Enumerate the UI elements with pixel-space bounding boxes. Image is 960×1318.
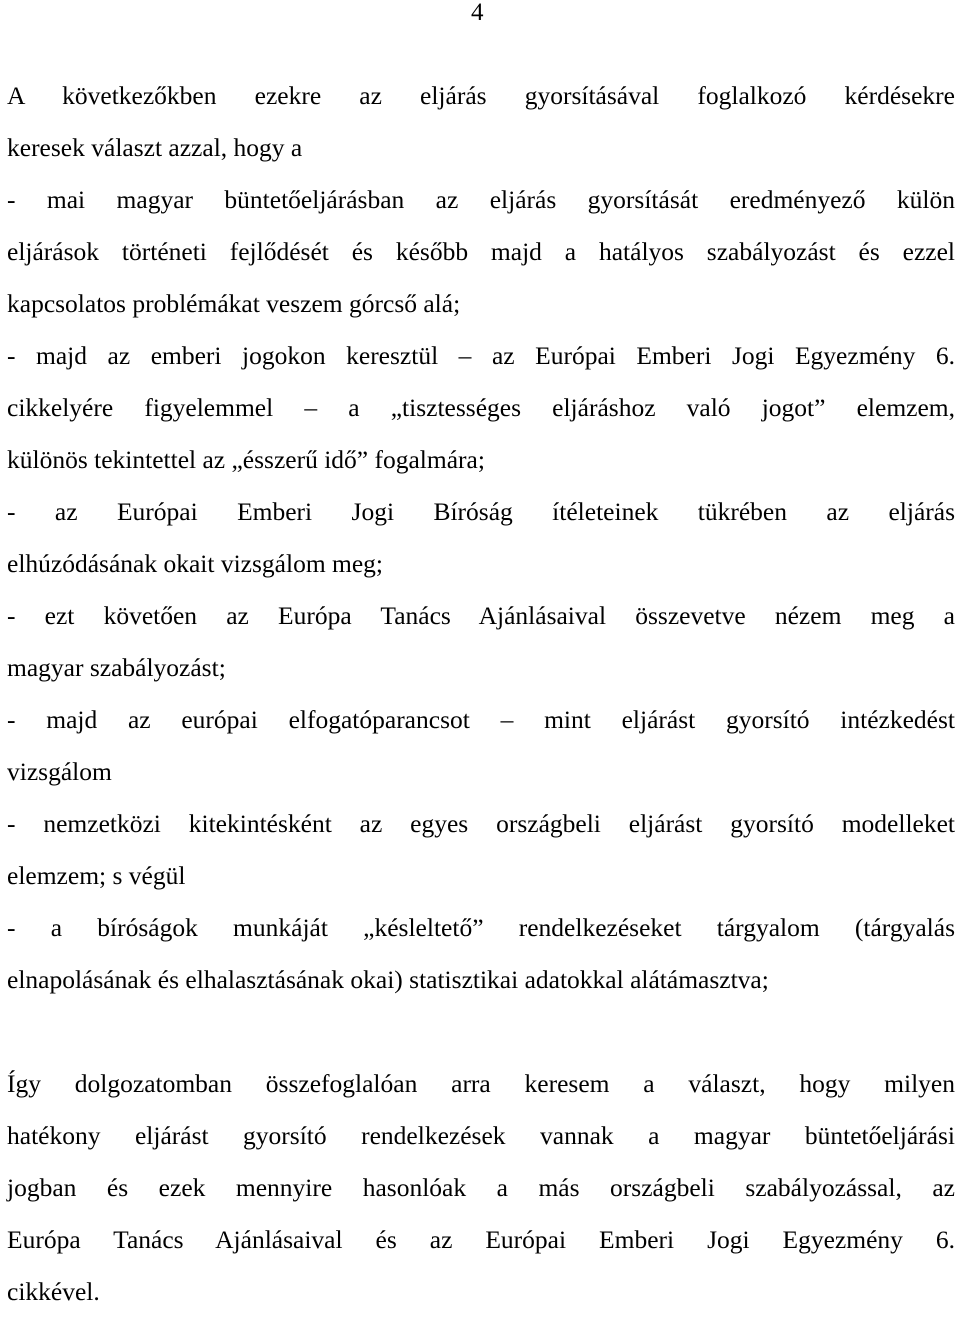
text-line: cikkelyére figyelemmel – a „tisztességes eljáráshoz való jogot” elemzem, <box>7 393 955 422</box>
text-line: vizsgálom <box>7 757 112 786</box>
text-line: Így dolgozatomban összefoglalóan arra keresem a választ, hogy milyen <box>7 1069 955 1098</box>
conclusion-paragraph <box>7 1058 955 1318</box>
text-line: - nemzetközi kitekintésként az egyes országbeli eljárást gyorsító modelleket <box>7 809 955 838</box>
text-line: különös tekintettel az „ésszerű idő” fogalmára; <box>7 445 485 474</box>
list-item <box>7 590 955 694</box>
text-line: A következőkben ezekre az eljárás gyorsításával foglalkozó kérdésekre <box>7 81 955 110</box>
text-line: elnapolásának és elhalasztásának okai) statisztikai adatokkal alátámasztva; <box>7 965 769 994</box>
text-line: hatékony eljárást gyorsító rendelkezések vannak a magyar büntetőeljárási <box>7 1121 955 1150</box>
list-item <box>7 330 955 486</box>
text-line: - a bíróságok munkáját „késleltető” rendelkezéseket tárgyalom (tárgyalás <box>7 913 955 942</box>
text-line: kapcsolatos problémákat veszem górcső alá; <box>7 289 461 318</box>
text-line: elhúzódásának okait vizsgálom meg; <box>7 549 384 578</box>
text-line: - az Európai Emberi Jogi Bíróság ítéleteinek tükrében az eljárás <box>7 497 955 526</box>
text-line: keresek választ azzal, hogy a <box>7 133 303 162</box>
text-line: eljárások történeti fejlődését és később majd a hatályos szabályozást és ezzel <box>7 237 955 266</box>
text-line: jogban és ezek mennyire hasonlóak a más országbeli szabályozással, az <box>7 1173 955 1202</box>
page-number: 4 <box>471 0 484 26</box>
text-line: - majd az európai elfogatóparancsot – mint eljárást gyorsító intézkedést <box>7 705 955 734</box>
list-item <box>7 798 955 902</box>
text-line: - majd az emberi jogokon keresztül – az Európai Emberi Jogi Egyezmény 6. <box>7 341 955 370</box>
intro-paragraph <box>7 70 955 174</box>
list-item <box>7 174 955 330</box>
text-line: - mai magyar büntetőeljárásban az eljárás gyorsítását eredményező külön <box>7 185 955 214</box>
document-body <box>7 70 955 1318</box>
text-line: - ezt követően az Európa Tanács Ajánlásaival összevetve nézem meg a <box>7 601 955 630</box>
text-line: Európa Tanács Ajánlásaival és az Európai Emberi Jogi Egyezmény 6. <box>7 1225 955 1254</box>
text-line: cikkével. <box>7 1277 100 1306</box>
list-item <box>7 694 955 798</box>
list-item <box>7 486 955 590</box>
text-line: magyar szabályozást; <box>7 653 226 682</box>
list-item <box>7 902 955 1006</box>
text-line: elemzem; s végül <box>7 861 186 890</box>
